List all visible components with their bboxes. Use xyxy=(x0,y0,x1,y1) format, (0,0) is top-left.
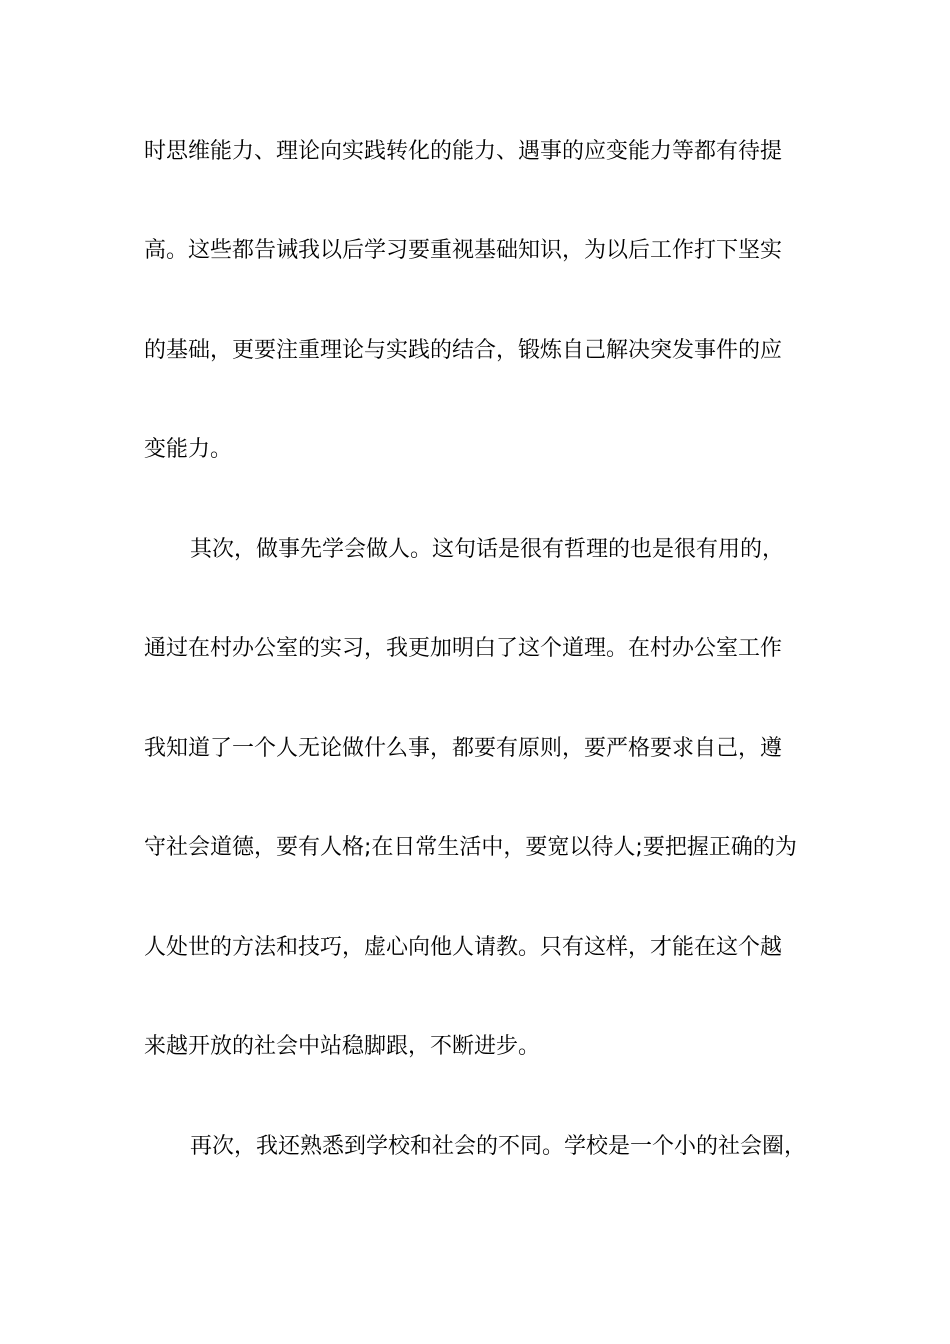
text-line: 人处世的方法和技巧，虚心向他人请教。只有这样，才能在这个越 xyxy=(144,935,783,960)
text-line: 守社会道德，要有人格;在日常生活中，要宽以待人;要把握正确的为 xyxy=(144,835,797,860)
paragraph-first-line: 再次，我还熟悉到学校和社会的不同。学校是一个小的社会圈， xyxy=(190,1134,807,1159)
text-line: 通过在村办公室的实习，我更加明白了这个道理。在村办公室工作 xyxy=(144,636,783,661)
text-line: 来越开放的社会中站稳脚跟，不断进步。 xyxy=(144,1034,541,1059)
text-line: 高。这些都告诫我以后学习要重视基础知识，为以后工作打下坚实 xyxy=(144,238,783,263)
text-line: 变能力。 xyxy=(144,437,233,462)
text-line: 的基础，更要注重理论与实践的结合，锻炼自己解决突发事件的应 xyxy=(144,338,783,363)
text-line: 时思维能力、理论向实践转化的能力、遇事的应变能力等都有待提 xyxy=(144,139,783,164)
text-line: 我知道了一个人无论做什么事，都要有原则，要严格要求自己，遵 xyxy=(144,736,783,761)
paragraph-first-line: 其次，做事先学会做人。这句话是很有哲理的也是很有用的， xyxy=(190,537,785,562)
